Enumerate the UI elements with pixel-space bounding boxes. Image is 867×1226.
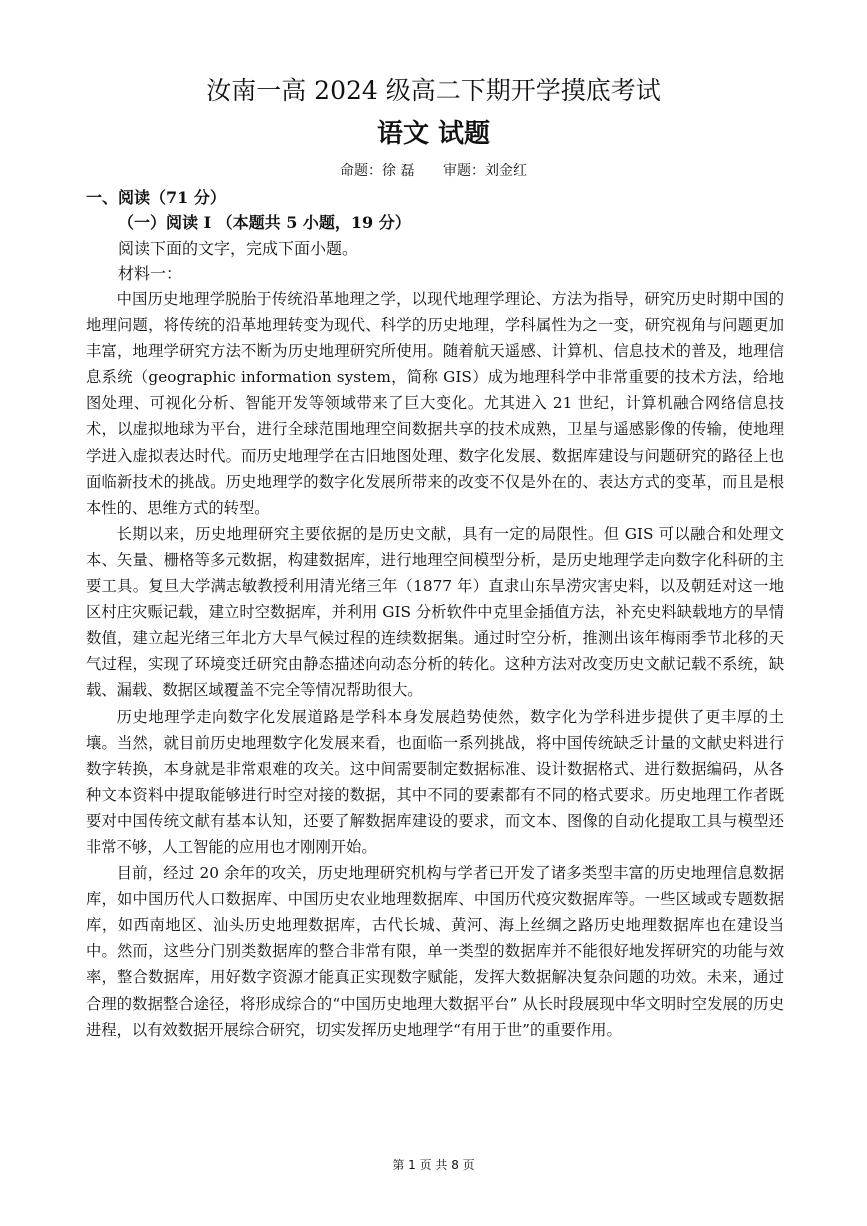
paragraph-4: 目前，经过 20 余年的攻关，历史地理研究机构与学者已开发了诸多类型丰富的历史地理信息数据库，如中国历代人口数据库、中国历史农业地理数据库、中国历代疫灾数据库等。一些区域或专题数据库，如西南地区、汕头历史地理数据库，古代长城、黄河、海上丝绸之路历史地理数据库也在建设当中。然而，这些分门别类数据库的整合非常有限，单一类型的数据库并不能很好地发挥研究的功能与效率，整合数据库，用好数字资源才能真正实现数字赋能，发挥大数据解决复杂问题的功效。未来，通过合理的数据整合途径，将形成综合的“中国历史地理大数据平台” 从长时段展现中华文明时空发展的历史进程，以有效数据开展综合研究，切实发挥历史地理学“有用于世”的重要作用。 xyxy=(86,864,784,1039)
instruction-text: 阅读下面的文字，完成下面小题。 xyxy=(118,239,359,258)
paragraph-2: 长期以来，历史地理研究主要依据的是历史文献，具有一定的局限性。但 GIS 可以融合和处理文本、矢量、栅格等多元数据，构建数据库，进行地理空间模型分析，是历史地理学走向数字化科研的主要工具。复旦大学满志敏教授利用清光绪三年（1877 年）直隶山东旱涝灾害史料，以及朝廷对这一地区村庄灾赈记载，建立时空数据库，并利用 GIS 分析软件中克里金插值方法，补充史料缺载地方的旱情数值，建立起光绪三年北方大旱气候过程的连续数据集。通过时空分析，推测出该年梅雨季节北移的天气过程，实现了环境变迁研究由静态描述向动态分析的转化。这种方法对改变历史文献记载不系统，缺载、漏载、数据区域覆盖不完全等情况帮助很大。 xyxy=(86,524,784,700)
paragraph-3: 历史地理学走向数字化发展道路是学科本身发展趋势使然，数字化为学科进步提供了更丰厚的土壤。当然，就目前历史地理数字化发展来看，也面临一系列挑战，将中国传统缺乏计量的文献史料进行数字转换，本身就是非常艰难的攻关。这中间需要制定数据标准、设计数据格式、进行数据编码，从各种文本资料中提取能够进行时空对接的数据，其中不同的要素都有不同的格式要求。历史地理工作者既要对中国传统文献有基本认知，还要了解数据库建设的要求，而文本、图像的自动化提取工具与模型还非常不够，人工智能的应用也才刚刚开始。 xyxy=(86,707,784,856)
material-label: 材料一： xyxy=(118,264,183,283)
paragraph-1: 中国历史地理学脱胎于传统沿革地理之学，以现代地理学理论、方法为指导，研究历史时期中国的地理问题，将传统的沿革地理转变为现代、科学的历史地理，学科属性为之一变，研究视角与问题更加丰富，地理学研究方法不断为历史地理研究所使用。随着航天遥感、计算机、信息技术的普及，地理信息系统（geographic information system，简称 GIS）成为地理科学中非常重要的技术方法，给地图处理、可视化分析、智能开发等领域带来了巨大变化。尤其进入 21 世纪，计算机融合网络信息技术，以虚拟地球为平台，进行全球范围地理空间数据共享的技术成熟，卫星与遥感影像的传输，使地理学进入虚拟表达时代。而历史地理学在古旧地图处理、数字化发展、数据库建设与问题研究的路径上也面临新技术的挑战。历史地理学的数字化发展所带来的改变不仅是外在的、表达方式的变革，而且是根本性的、思维方式的转型。 xyxy=(86,290,784,517)
section-heading: 一、阅读（71 分） xyxy=(86,188,226,207)
exam-title: 汝南一高 2024 级高二下期开学摸底考试 xyxy=(206,76,661,105)
setter-label: 命题：徐 磊 xyxy=(340,163,415,179)
article-body xyxy=(86,286,784,1043)
subject-title: 语文 试题 xyxy=(376,119,491,149)
authors-line xyxy=(0,160,867,182)
page-footer: 第 1 页 共 8 页 xyxy=(392,1158,475,1172)
reviewer-label: 审题：刘金红 xyxy=(442,163,527,179)
subsection-heading: （一）阅读 I （本题共 5 小题，19 分） xyxy=(118,213,411,232)
